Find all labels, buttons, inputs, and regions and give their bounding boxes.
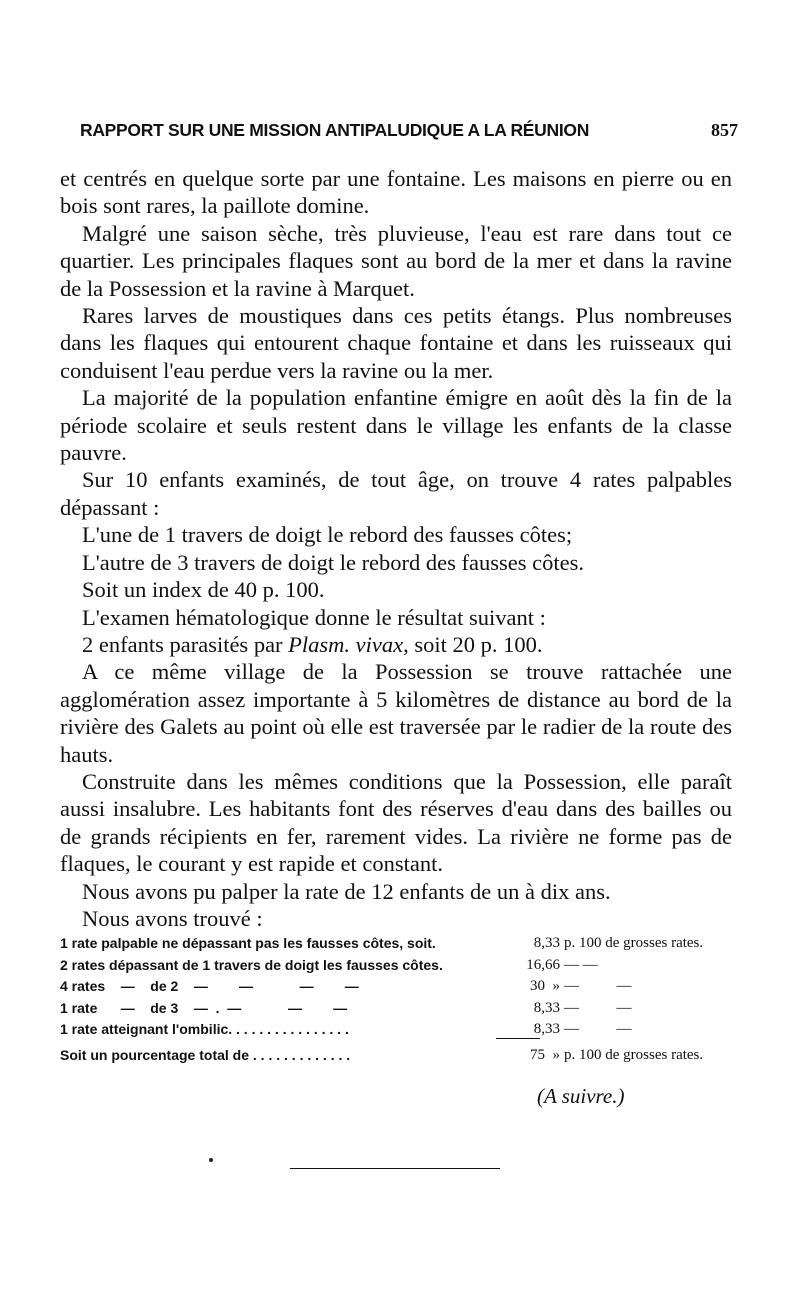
running-header bbox=[60, 120, 738, 144]
table-row bbox=[60, 955, 736, 977]
total-unit: p. 100 de grosses rates. bbox=[564, 1047, 704, 1063]
total-label: Soit un pourcentage total de . . . . . . . . . . . . . bbox=[60, 1047, 351, 1063]
row-value: 30 » bbox=[530, 978, 560, 995]
ink-speck bbox=[209, 1158, 213, 1162]
paragraph: L'autre de 3 travers de doigt le rebord des fausses côtes. bbox=[82, 549, 584, 575]
paragraph: Rares larves de moustiques dans ces petits étangs. Plus nombreuses dans les flaques qui entourent chaque fontaine et dans les ruisseaux qui conduisent l'eau perdue vers la ravine ou la mer. bbox=[60, 303, 732, 383]
table-row bbox=[60, 976, 736, 998]
body-text bbox=[60, 165, 732, 932]
paragraph: L'une de 1 travers de doigt le rebord des fausses côtes; bbox=[82, 522, 573, 548]
spleen-table bbox=[60, 933, 736, 1041]
row-label: 1 rate palpable ne dépassant pas les fausses côtes, soit. bbox=[60, 935, 436, 951]
continuation-note: (A suivre.) bbox=[537, 1084, 625, 1108]
paragraph: La majorité de la population enfantine émigre en août dès la fin de la période scolaire et seuls restent dans le village les enfants de la classe pauvre. bbox=[60, 385, 732, 466]
total-value: 75 » bbox=[530, 1047, 560, 1063]
paragraph: Construite dans les mêmes conditions que la Possession, elle paraît aussi insalubre. Les habitants font des réserves d'eau dans des bailles ou de grands récipients en fer, rarement vides. La rivière ne forme pas de flaques, le courant y est rapide et constant. bbox=[60, 768, 732, 877]
row-value: 8,33 bbox=[533, 935, 560, 951]
row-label: 1 rate — de 3 — . — — — bbox=[60, 999, 348, 1016]
table-row bbox=[60, 933, 736, 955]
paragraph: Nous avons trouvé : bbox=[82, 905, 263, 931]
row-label: 2 rates dépassant de 1 travers de doigt les fausses côtes. bbox=[60, 956, 443, 973]
table-total-row bbox=[60, 1047, 736, 1069]
sum-rule bbox=[496, 1038, 540, 1039]
paragraph: et centrés en quelque sorte par une fontaine. Les maisons en pierre ou en bois sont rares, la paillote domine. bbox=[60, 166, 732, 219]
paragraph: Nous avons pu palper la rate de 12 enfants de un à dix ans. bbox=[82, 878, 611, 904]
row-unit: — — bbox=[564, 956, 598, 973]
row-value: 8,33 bbox=[533, 1021, 560, 1038]
table-row bbox=[60, 998, 736, 1020]
paragraph: Soit un index de 40 p. 100. bbox=[82, 577, 325, 603]
end-rule bbox=[290, 1168, 500, 1169]
paragraph-text: soit 20 p. 100. bbox=[414, 631, 543, 657]
row-label: 1 rate atteignant l'ombilic. . . . . . . . . . . . . . . . bbox=[60, 1021, 349, 1038]
row-value: 8,33 bbox=[533, 999, 560, 1016]
row-unit: — — bbox=[564, 999, 632, 1016]
row-value: 16,66 bbox=[526, 956, 560, 973]
paragraph bbox=[60, 631, 732, 658]
paragraph: A ce même village de la Possession se trouve rattachée une agglomération assez importante à 5 kilomètres de distance au bord de la rivière des Galets au point où elle est traversée par le radier de la route des hauts. bbox=[60, 659, 732, 767]
table-row bbox=[60, 1019, 736, 1041]
row-label: 4 rates — de 2 — — — — bbox=[60, 978, 359, 995]
row-unit: p. 100 de grosses rates. bbox=[564, 935, 704, 951]
paragraph-text: 2 enfants parasités par bbox=[82, 631, 283, 657]
running-title: RAPPORT SUR UNE MISSION ANTIPALUDIQUE A LA RÉUNION bbox=[80, 120, 590, 140]
row-unit: — — bbox=[564, 978, 632, 995]
paragraph: Sur 10 enfants examinés, de tout âge, on trouve 4 rates palpables dépassant : bbox=[60, 467, 732, 520]
species-name: Plasm. vivax, bbox=[288, 631, 409, 657]
page-number: 857 bbox=[711, 120, 738, 140]
paragraph: Malgré une saison sèche, très pluvieuse, l'eau est rare dans tout ce quartier. Les principales flaques sont au bord de la mer et dans la ravine de la Possession et la ravine à Marquet. bbox=[60, 220, 732, 301]
row-unit: — — bbox=[564, 1021, 632, 1038]
paragraph: L'examen hématologique donne le résultat suivant : bbox=[82, 604, 546, 630]
